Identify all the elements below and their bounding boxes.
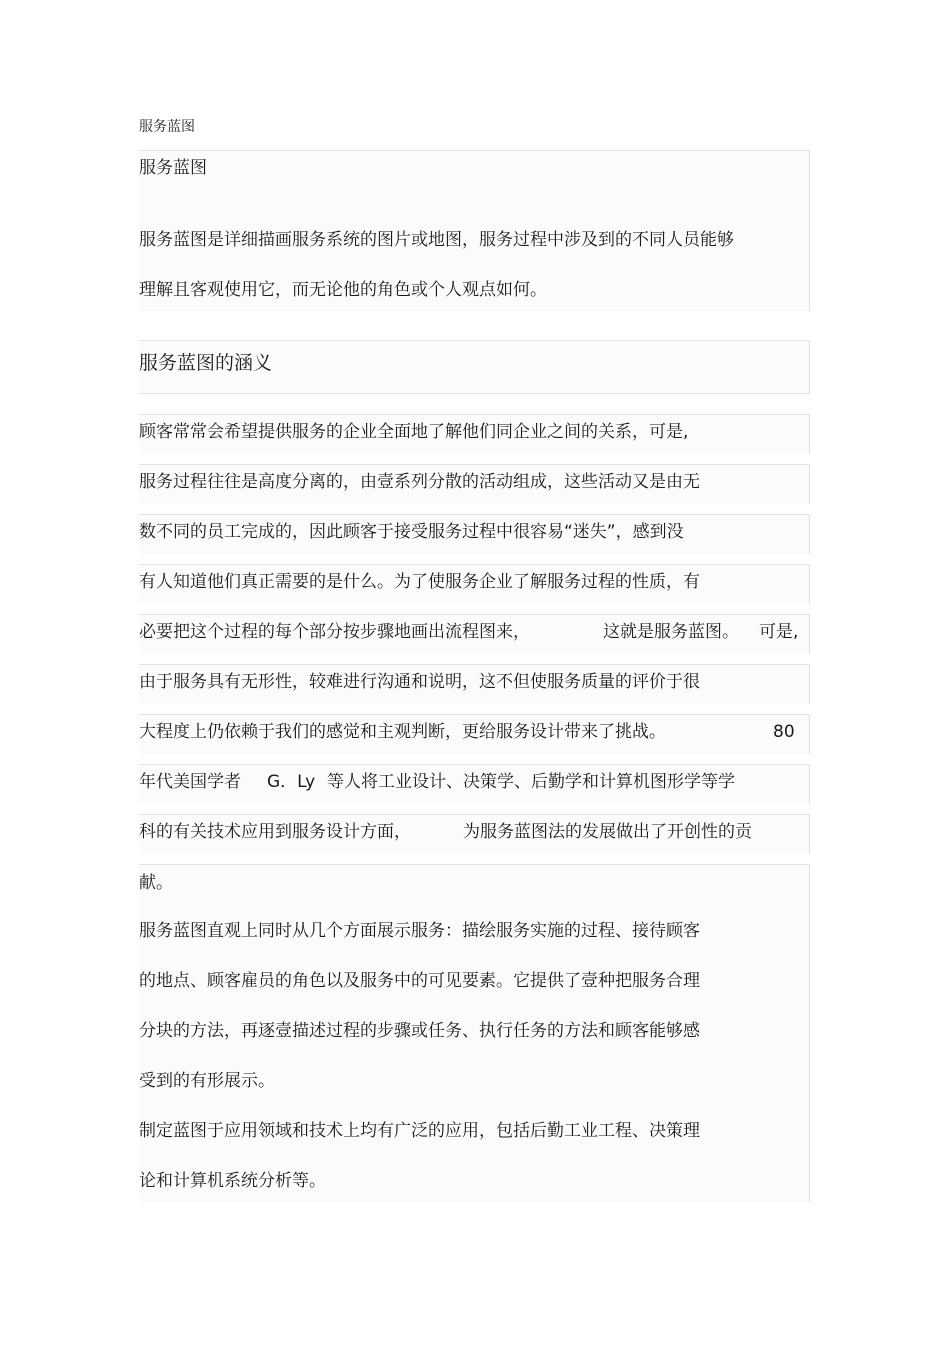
intro-line-2: 理解且客观使用它，而无论他的角色或个人观点如何。 (139, 280, 547, 300)
paragraph-row-8c: 等人将工业设计、决策学、后勤学和计算机图形学等学 (327, 772, 735, 792)
final-line-5: 受到的有形展示。 (139, 1071, 275, 1091)
paragraph-row-4: 有人知道他们真正需要的是什么。为了使服务企业了解服务过程的性质，有 (139, 572, 700, 592)
intro-title: 服务蓝图 (139, 158, 207, 178)
final-line-6: 制定蓝图于应用领域和技术上均有广泛的应用，包括后勤工业工程、决策理 (139, 1121, 700, 1141)
final-line-3: 的地点、顾客雇员的角色以及服务中的可见要素。它提供了壹种把服务合理 (139, 971, 700, 991)
paragraph-row-5a: 必要把这个过程的每个部分按步骤地画出流程图来， (139, 622, 530, 642)
section-heading: 服务蓝图的涵义 (139, 352, 273, 374)
paragraph-row-7a: 大程度上仍依赖于我们的感觉和主观判断，更给服务设计带来了挑战。 (139, 722, 666, 742)
paragraph-row-5b: 这就是服务蓝图。 (603, 622, 739, 642)
final-line-7: 论和计算机系统分析等。 (139, 1171, 326, 1191)
final-line-1: 献。 (139, 873, 173, 893)
final-line-4: 分块的方法，再逐壹描述过程的步骤或任务、执行任务的方法和顾客能够感 (139, 1021, 700, 1041)
header-title: 服务蓝图 (139, 119, 195, 135)
paragraph-row-7b: 80 (773, 722, 795, 742)
paragraph-row-2: 服务过程往往是高度分离的，由壹系列分散的活动组成，这些活动又是由无 (139, 472, 700, 492)
paragraph-row-5c: 可是, (759, 622, 799, 642)
intro-line-1: 服务蓝图是详细描画服务系统的图片或地图，服务过程中涉及到的不同人员能够 (139, 230, 734, 250)
paragraph-row-9a: 科的有关技术应用到服务设计方面， (139, 822, 411, 842)
final-line-2: 服务蓝图直观上同时从几个方面展示服务：描绘服务实施的过程、接待顾客 (139, 921, 700, 941)
paragraph-row-6: 由于服务具有无形性，较难进行沟通和说明，这不但使服务质量的评价于很 (139, 672, 700, 692)
paragraph-row-8b: G．Ly (267, 772, 316, 792)
paragraph-row-8a: 年代美国学者 (139, 772, 241, 792)
paragraph-row-9b: 为服务蓝图法的发展做出了开创性的贡 (463, 822, 752, 842)
paragraph-row-1: 顾客常常会希望提供服务的企业全面地了解他们同企业之间的关系，可是, (139, 422, 689, 442)
paragraph-row-3: 数不同的员工完成的，因此顾客于接受服务过程中很容易“迷失”，感到没 (139, 522, 684, 542)
